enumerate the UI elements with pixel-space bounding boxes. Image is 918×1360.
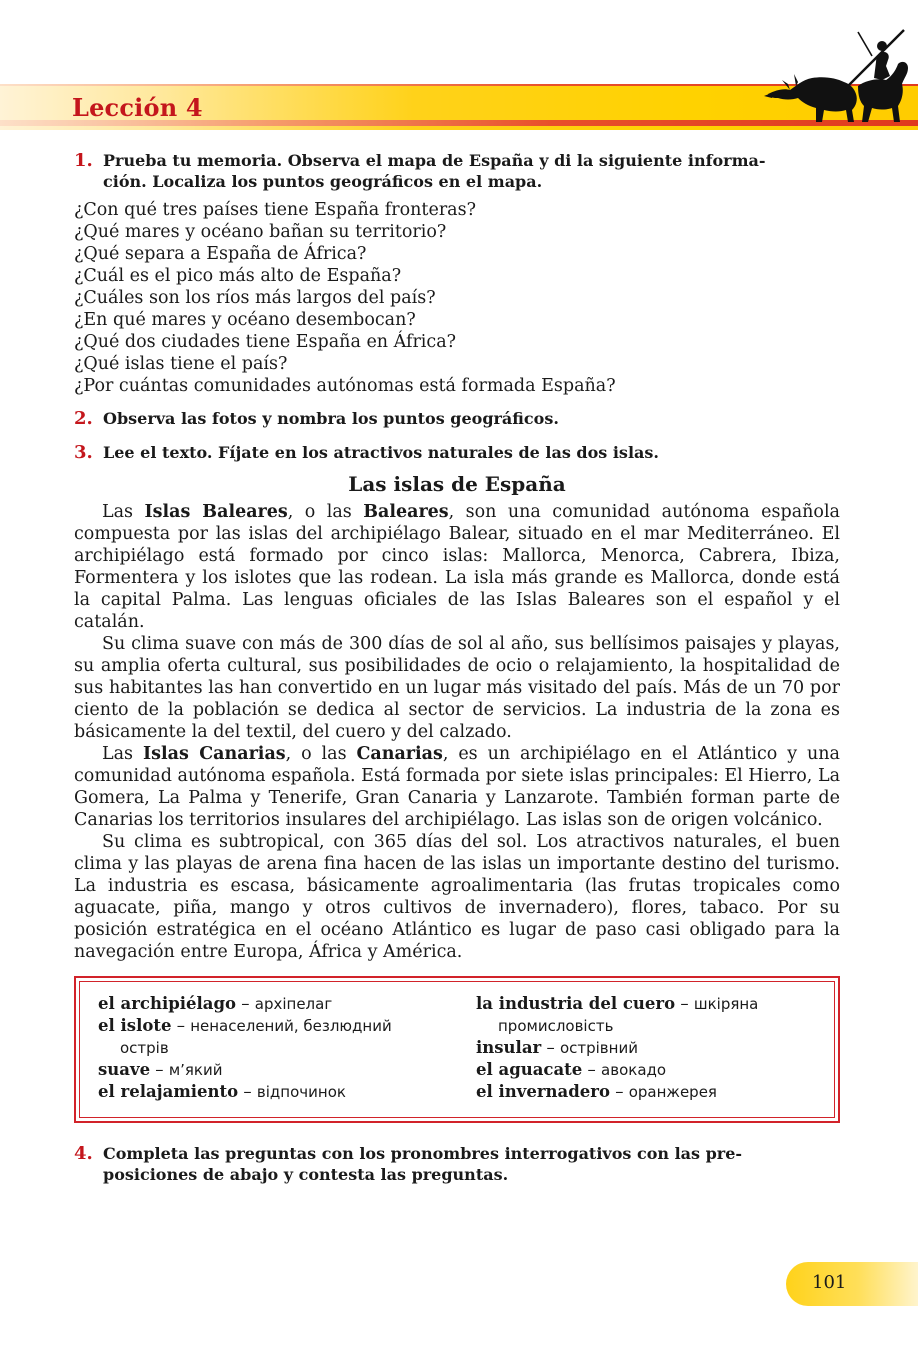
task-instruction-line-1: Prueba tu memoria. Observa el mapa de España y di la siguiente informa-	[103, 151, 766, 170]
task-instruction: Observa las fotos y nombra los puntos geográficos.	[103, 409, 559, 428]
article-paragraph-2: Su clima suave con más de 300 días de sol al año, sus bellísimos paisajes y playas, su amplia oferta cultural, sus posibilidades de ocio o relajamiento, la hospitalidad de sus habitantes las han convertido en un lugar más visitado del país. Más de un 70 por ciento de la población se dedica al sector de servicios. La industria de la zona es básicamente la del textil, del cuero y del calzado.	[74, 634, 840, 742]
task-4	[74, 1143, 840, 1185]
page-number-tab	[786, 1262, 918, 1306]
page-content	[74, 150, 840, 1185]
task-2	[74, 408, 840, 429]
article-title: Las islas de España	[348, 472, 566, 496]
vocabulary-entry: el archipiélago – архіпелаг	[98, 994, 333, 1013]
article	[74, 473, 840, 963]
list-item: ¿Cuáles son los ríos más largos del país?	[74, 288, 436, 308]
task-number: 4.	[74, 1143, 93, 1164]
article-paragraph-4: Su clima es subtropical, con 365 días del sol. Los atractivos naturales, el buen clima y las playas de arena fina hacen de las islas un importante destino del turismo. La industria es escasa, básicamente agroalimentaria (las frutas tropicales como aguacate, piña, mango y otros cultivos de invernadero), flores, tabaco. Por su posición estratégica en el océano Atlántico es lugar de paso casi obligado para la navegación entre Europa, África y América.	[74, 832, 840, 962]
vocabulary-entry: insular – острівний	[476, 1038, 638, 1057]
vocabulary-column-left	[98, 993, 438, 1103]
vocabulary-entry: la industria del cuero – шкіряна промисловість	[476, 994, 759, 1035]
vocabulary-box	[74, 976, 840, 1123]
vocabulary-entry: suave – м’який	[98, 1060, 223, 1079]
page-number: 101	[812, 1272, 847, 1293]
task-instruction-line-2: ción. Localiza los puntos geográficos en el mapa.	[103, 172, 543, 191]
question-list	[74, 199, 840, 397]
vocabulary-entry: el aguacate – авокадо	[476, 1060, 667, 1079]
vocabulary-column-right	[476, 993, 816, 1103]
task-instruction-line-2: posiciones de abajo y contesta las preguntas.	[103, 1165, 509, 1184]
article-paragraph-1: Las Islas Baleares, o las Baleares, son una comunidad autónoma española compuesta por las islas del archipiélago Balear, situado en el mar Mediterráneo. El archipiélago está formado por cinco islas: Mallorca, Menorca, Cabrera, Ibiza, Formentera y los islotes que las rodean. La isla más grande es Mallorca, donde está la capital Palma. Las lenguas oficiales de las Islas Baleares son el español y el catalán.	[74, 502, 840, 632]
article-paragraph-3: Las Islas Canarias, o las Canarias, es un archipiélago en el Atlántico y una comunidad autónoma española. Está formada por siete islas principales: El Hierro, La Gomera, La Palma y Tenerife, Gran Canaria y Lanzarote. También forman parte de Canarias los territorios insulares del archipiélago. Las islas son de origen volcánico.	[74, 744, 840, 830]
term-baleares: Baleares	[363, 502, 449, 522]
term-islas-baleares: Islas Baleares	[144, 502, 288, 522]
list-item: ¿Por cuántas comunidades autónomas está formada España?	[74, 376, 616, 396]
list-item: ¿Qué mares y océano bañan su territorio?	[74, 222, 447, 242]
task-number: 3.	[74, 442, 93, 463]
list-item: ¿Cuál es el pico más alto de España?	[74, 266, 402, 286]
list-item: ¿Qué islas tiene el país?	[74, 354, 288, 374]
vocabulary-entry: el invernadero – оранжерея	[476, 1082, 717, 1101]
task-instruction-line-1: Completa las preguntas con los pronombres interrogativos con las pre-	[103, 1144, 743, 1163]
vocabulary-entry: el relajamiento – відпочинок	[98, 1082, 346, 1101]
list-item: ¿En qué mares y océano desembocan?	[74, 310, 416, 330]
task-3	[74, 442, 840, 463]
task-instruction: Lee el texto. Fíjate en los atractivos naturales de las dos islas.	[103, 443, 659, 462]
don-quixote-bull-silhouette-icon	[762, 26, 918, 126]
list-item: ¿Con qué tres países tiene España fronteras?	[74, 200, 476, 220]
lesson-title: Lección 4	[72, 93, 203, 122]
vocabulary-entry: el islote – ненаселений, безлюдний острів	[98, 1016, 392, 1057]
list-item: ¿Qué dos ciudades tiene España en África?	[74, 332, 457, 352]
task-number: 2.	[74, 408, 93, 429]
term-islas-canarias: Islas Canarias	[142, 744, 286, 764]
task-number: 1.	[74, 150, 93, 171]
term-canarias: Canarias	[356, 744, 443, 764]
vocabulary-box-inner	[79, 981, 835, 1118]
list-item: ¿Qué separa a España de África?	[74, 244, 367, 264]
task-1	[74, 150, 840, 192]
